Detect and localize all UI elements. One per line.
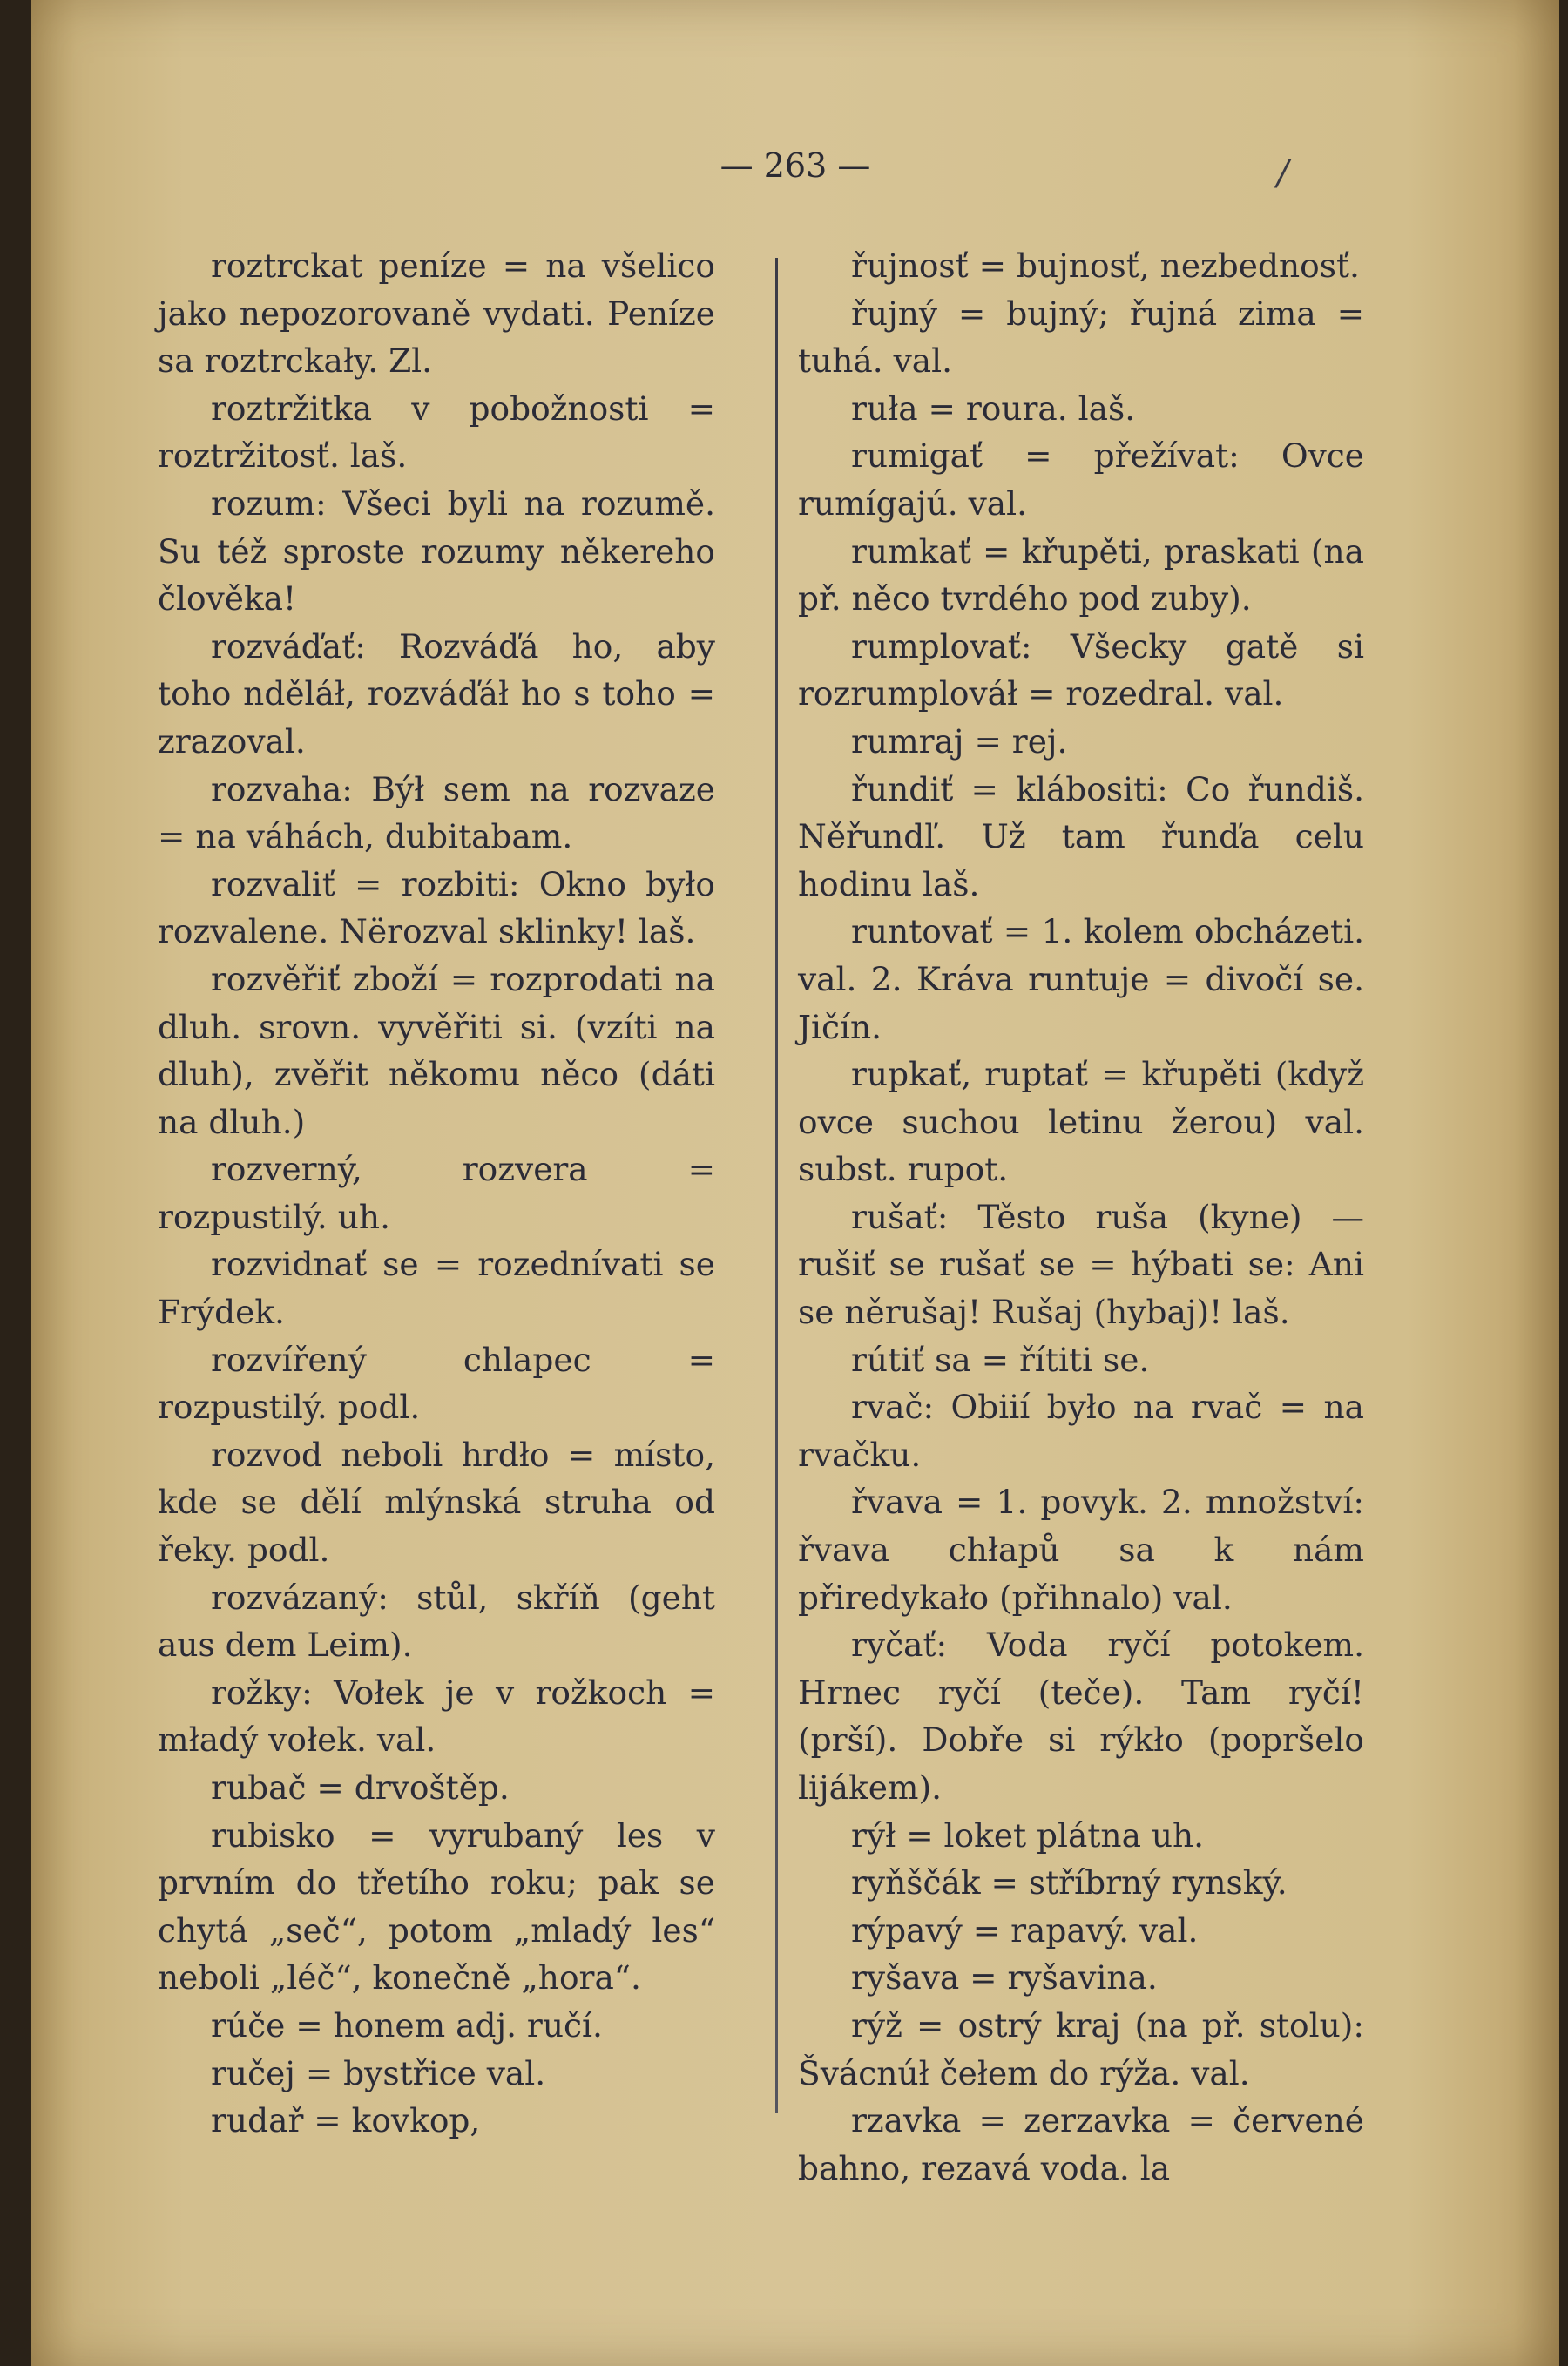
dictionary-entry: řvava = 1. povyk. 2. množství: řvava chłapů sa k nám přiredykało (přihnalo) val. — [798, 1483, 1364, 1617]
dictionary-entry: rozum: Všeci byli na rozumě. Su též sproste rozumy někereho člověka! — [158, 483, 715, 619]
dictionary-entry: rútiť sa = řítiti se. — [851, 1340, 1150, 1379]
left-column — [158, 242, 715, 2145]
dictionary-entry: rupkať, ruptať = křupěti (když ovce suchou letinu žerou) val. subst. rupot. — [798, 1055, 1364, 1189]
book-page — [31, 0, 1559, 2366]
right-column — [798, 242, 1364, 2192]
dictionary-entry: roztržitka v pobožnosti = roztržitosť. laš. — [158, 389, 715, 476]
margin-mark: / — [1277, 153, 1289, 193]
dictionary-entry: rozvaliť = rozbiti: Okno było rozvalene. Nërozval sklinky! laš. — [158, 864, 715, 951]
dictionary-entry: rušať: Těsto ruša (kyne) — rušiť se rušať se = hýbati se: Ani se něrušaj! Rušaj (hybaj)! laš. — [798, 1197, 1364, 1332]
dictionary-entry: řujnosť = bujnosť, nezbednosť. — [851, 247, 1360, 285]
dictionary-entry: rubač = drvoštěp. — [211, 1768, 510, 1807]
dictionary-entry: ryňščák = stříbrný rynský. — [851, 1863, 1288, 1903]
dictionary-entry: rožky: Vołek je v rožkoch = mładý vołek. val. — [158, 1673, 715, 1760]
dictionary-entry: rumigať = přežívat: Ovce rumígajú. val. — [798, 436, 1364, 523]
dictionary-entry: rozvod neboli hrdło = místo, kde se dělí mlýnská struha od řeky. podl. — [158, 1435, 715, 1570]
dictionary-entry: rozvidnať se = rozednívati se Frýdek. — [158, 1245, 715, 1332]
dictionary-entry: řundiť = klábositi: Co řundiš. Něřundľ. Už tam řunďa celu hodinu laš. — [798, 769, 1364, 903]
dictionary-entry: rumkať = křupěti, praskati (na př. něco tvrdého pod zuby). — [798, 531, 1364, 619]
dictionary-entry: rozvěřiť zboží = rozprodati na dluh. srovn. vyvěřiti si. (vzíti na dluh), zvěřit někomu něco (dáti na dluh.) — [158, 959, 715, 1141]
page-number: — 263 — — [720, 146, 871, 185]
dictionary-entry: rúče = honem adj. ručí. — [211, 2005, 603, 2045]
dictionary-entry: rvač: Obiií było na rvač = na rvačku. — [798, 1388, 1364, 1474]
dictionary-entry: rozvázaný: stůl, skříň (geht aus dem Leim). — [158, 1578, 715, 1665]
dictionary-entry: rozvaha: Býł sem na rozvaze = na váhách, dubitabam. — [158, 769, 715, 856]
dictionary-entry: rzavka = zerzavka = červené bahno, rezavá voda. la — [798, 2101, 1364, 2187]
dictionary-entry: rubisko = vyrubaný les v prvním do třetího roku; pak se chytá „seč“, potom „mladý les“ neboli „léč“, konečně „hora“. — [158, 1815, 715, 1998]
dictionary-entry: rozverný, rozvera = rozpustilý. uh. — [158, 1150, 715, 1236]
dictionary-entry: rumraj = rej. — [851, 721, 1068, 760]
dictionary-entry: rumplovať: Všecky gatě si rozrumplováł = rozedral. val. — [798, 626, 1364, 713]
dictionary-entry: ryčať: Voda ryčí potokem. Hrnec ryčí (teče). Tam ryčí! (prší). Dobře si rýkło (popršelo lijákem). — [798, 1626, 1364, 1807]
column-divider — [775, 258, 778, 2113]
dictionary-entry: rudař = kovkop, — [211, 2101, 481, 2140]
dictionary-entry: runtovať = 1. kolem obcházeti. val. 2. Kráva runtuje = divočí se. Jičín. — [798, 912, 1364, 1046]
dictionary-entry: rozvířený chlapec = rozpustilý. podl. — [158, 1340, 715, 1427]
dictionary-entry: roztrckat peníze = na všelico jako nepozorovaně vydati. Peníze sa roztrckały. Zl. — [158, 247, 715, 381]
dictionary-entry: rýž = ostrý kraj (na př. stolu): Švácnúł čełem do rýža. val. — [798, 2005, 1364, 2092]
dictionary-entry: ryšava = ryšavina. — [851, 1958, 1158, 1998]
dictionary-entry: rýpavý = rapavý. val. — [851, 1910, 1199, 1950]
dictionary-entry: řujný = bujný; řujná zima = tuhá. val. — [798, 294, 1364, 381]
dictionary-entry: ručej = bystřice val. — [211, 2053, 546, 2092]
dictionary-entry: rýł = loket plátna uh. — [851, 1815, 1205, 1855]
dictionary-entry: ruła = roura. laš. — [851, 389, 1136, 428]
dictionary-entry: rozváďať: Rozváďá ho, aby toho nděláł, rozváďáł ho s toho = zrazoval. — [158, 626, 715, 760]
